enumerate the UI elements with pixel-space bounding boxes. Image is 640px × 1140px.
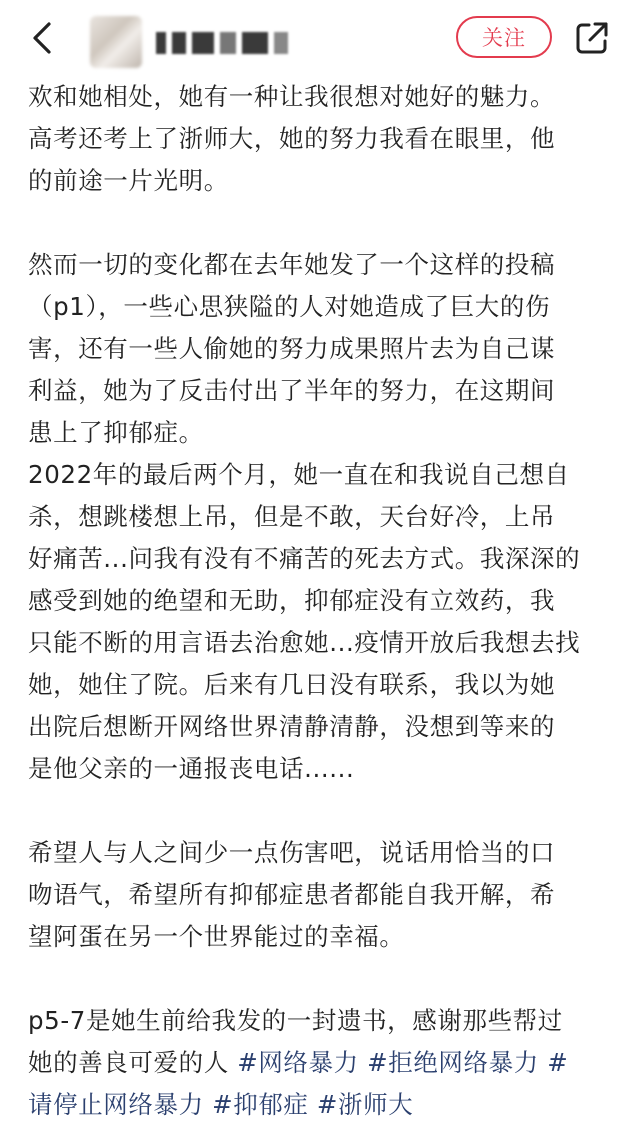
paragraph-gap bbox=[28, 958, 618, 1000]
hashtag-link[interactable]: 请停止网络暴力 bbox=[28, 1090, 204, 1119]
post-line: 出院后想断开网络世界清静清静，没想到等来的 bbox=[28, 712, 556, 741]
hashtag-link[interactable]: #浙师大 bbox=[316, 1090, 414, 1119]
post-line: 吻语气，希望所有抑郁症患者都能自我开解，希 bbox=[28, 880, 556, 909]
post-line: 利益，她为了反击付出了半年的努力，在这期间 bbox=[28, 376, 556, 405]
post-body bbox=[28, 76, 618, 1126]
paragraph-gap bbox=[28, 790, 618, 832]
hashtag-link[interactable]: # bbox=[547, 1048, 569, 1077]
post-line bbox=[28, 1042, 618, 1084]
post-line: （p1），一些心思狭隘的人对她造成了巨大的伤 bbox=[28, 292, 551, 321]
post-line: 杀，想跳楼想上吊，但是不敢，天台好冷，上吊 bbox=[28, 502, 556, 531]
share-button[interactable] bbox=[570, 16, 614, 60]
post-line: 高考还考上了浙师大，她的努力我看在眼里，他 bbox=[28, 124, 556, 153]
post-line: p5-7是她生前给我发的一封遗书，感谢那些帮过 bbox=[28, 1006, 563, 1035]
hashtag-link[interactable]: #拒绝网络暴力 bbox=[367, 1048, 539, 1077]
post-text bbox=[28, 76, 618, 1042]
follow-button[interactable]: 关注 bbox=[456, 16, 552, 58]
post-line: 害，还有一些人偷她的努力成果照片去为自己谋 bbox=[28, 334, 556, 363]
post-line: 希望人与人之间少一点伤害吧，说话用恰当的口 bbox=[28, 838, 556, 867]
post-line: 望阿蛋在另一个世界能过的幸福。 bbox=[28, 922, 405, 951]
post-line: 2022年的最后两个月，她一直在和我说自己想自 bbox=[28, 460, 570, 489]
top-navigation-bar bbox=[0, 0, 640, 78]
author-avatar[interactable] bbox=[90, 16, 142, 68]
author-name-redacted[interactable] bbox=[156, 30, 288, 56]
post-line bbox=[28, 1084, 618, 1126]
post-line: 感受到她的绝望和无助，抑郁症没有立效药，我 bbox=[28, 586, 556, 615]
post-line: 患上了抑郁症。 bbox=[28, 418, 204, 447]
post-line: 好痛苦...问我有没有不痛苦的死去方式。我深深的 bbox=[28, 544, 581, 573]
post-line: 欢和她相处，她有一种让我很想对她好的魅力。 bbox=[28, 82, 556, 111]
share-icon bbox=[574, 20, 610, 56]
post-line: 的前途一片光明。 bbox=[28, 166, 229, 195]
hashtag-link[interactable]: #网络暴力 bbox=[237, 1048, 359, 1077]
paragraph-gap bbox=[28, 202, 618, 244]
post-line: 只能不断的用言语去治愈她...疫情开放后我想去找 bbox=[28, 628, 581, 657]
back-button[interactable] bbox=[22, 18, 62, 58]
chevron-left-icon bbox=[30, 21, 54, 55]
post-line: 然而一切的变化都在去年她发了一个这样的投稿 bbox=[28, 250, 556, 279]
post-line: 她，她住了院。后来有几日没有联系，我以为她 bbox=[28, 670, 556, 699]
post-line: 是他父亲的一通报丧电话...... bbox=[28, 754, 355, 783]
hashtag-link[interactable]: #抑郁症 bbox=[212, 1090, 309, 1119]
post-text-fragment: 她的善良可爱的人 bbox=[28, 1048, 238, 1077]
